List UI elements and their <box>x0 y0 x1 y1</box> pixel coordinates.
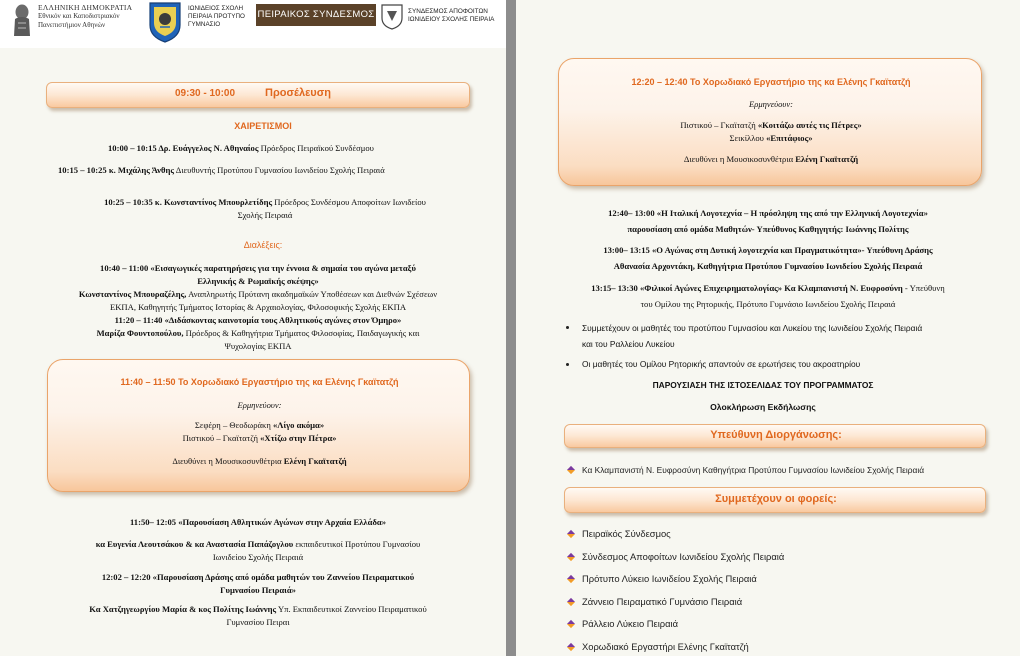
participant-item <box>564 572 1010 595</box>
participants-box <box>564 487 986 513</box>
uoa-emblem-icon <box>10 3 34 37</box>
note-2 <box>570 358 860 371</box>
participant-item <box>564 595 1010 618</box>
school-line-1: ΙΩΝΙΔΕΙΟΣ ΣΧΟΛΗ <box>188 5 244 12</box>
lecture-2-title: 11:20 – 11:40 «Διδάσκοντας καινοτομία τους Αθλητικούς αγώνες στον Όμηρο» <box>114 315 402 325</box>
choir-box-right <box>558 58 982 186</box>
choir-performers-left: Ερμηνεύουν: <box>237 400 282 410</box>
presentation-1-names: κα Ευγενία Λεουτσάκου & κα Αναστασία Παπάζογλου <box>95 539 294 549</box>
activity-2-line-2: Αθανασία Αρχοντάκη, Καθηγήτρια Προτύπου Γυμνασίου Ιωνιδείου Σχολής Πειραιά <box>613 261 923 271</box>
organizer-item <box>564 463 1010 486</box>
choir-director-right-label: Διευθύνει η Μουσικοσυνθέτρια <box>683 154 796 164</box>
note-1 <box>570 320 922 352</box>
greeting-1-role: Πρόεδρος Πειραϊκού Συνδέσμου <box>258 143 374 153</box>
greeting-2-role: Διευθυντής Προτύπου Γυμνασίου Ιωνιδείου Σχολής Πειραιά <box>174 165 385 175</box>
alumni-line-1: ΣΥΝΔΕΣΜΟΣ ΑΠΟΦΟΙΤΩΝ <box>408 8 488 15</box>
logo-header <box>0 0 506 48</box>
lectures-title: Διαλέξεις: <box>243 240 283 250</box>
greeting-1 <box>108 142 374 155</box>
bullet-diamond-icon <box>567 575 575 583</box>
activity-1 <box>536 207 1000 236</box>
activity-1-line-1: 12:40– 13:00 «Η Ιταλική Λογοτεχνία – Η πρόσληψη της από την Ελληνική Λογοτεχνία» <box>608 208 928 218</box>
greeting-3-role: Πρόεδρος Συνδέσμου Αποφοίτων Ιωνιδείου <box>272 197 426 207</box>
lecture-1 <box>20 262 496 314</box>
presentation-1-line-3: Ιωνιδείου Σχολής Πειραιά <box>212 552 304 562</box>
lecture-1-speaker-role: Αναπληρωτής Πρύτανη ακαδημαϊκών Υποθέσεων και Διεθνών Σχέσεων <box>186 289 438 299</box>
organizer-list <box>564 463 1010 486</box>
presentation-1-title: 11:50– 12:05 «Παρουσίαση Αθλητικών Αγώνων στην Αρχαία Ελλάδα» <box>129 517 386 527</box>
participants-list <box>564 527 1010 656</box>
lecture-1-line-4: ΕΚΠΑ, Καθηγητής Τμήματος Ιστορίας & Αρχαιολογίας, Φιλοσοφικής Σχολής ΕΚΠΑ <box>109 302 407 312</box>
alumni-title <box>408 8 494 24</box>
bullet-diamond-icon <box>567 553 575 561</box>
presentation-2-title-line-1: 12:02 – 12:20 «Παρουσίαση Δράσης από ομάδα μαθητών του Ζαννείου Πειραματικού <box>101 572 415 582</box>
choir-director-right-name: Ελένη Γκαϊτατζή <box>795 154 859 164</box>
choir-director-left-label: Διευθύνει η Μουσικοσυνθέτρια <box>172 456 284 466</box>
activity-3-line-2: του Ομίλου της Ρητορικής, Πρότυπο Γυμνάσιο Ιωνιδείου Σχολής Πειραιά <box>640 299 896 309</box>
choir-song-2-right-authors: Σεικίλλου <box>729 133 767 143</box>
presentation-1-speakers <box>20 538 496 564</box>
lecture-1-speaker: Κωνσταντίνος Μπουραζέλης, <box>78 289 187 299</box>
choir-box-left <box>47 359 470 492</box>
website-presentation: ΠΑΡΟΥΣΙΑΣΗ ΤΗΣ ΙΣΤΟΣΕΛΙΔΑΣ ΤΟΥ ΠΡΟΓΡΑΜΜΑΤΟΣ <box>652 380 874 390</box>
presentation-2-title <box>20 571 496 597</box>
choir-song-1-left-title: «Λίγο ακόμα» <box>272 420 325 430</box>
choir-song-2-left-title: «Χτίζω στην Πέτρα» <box>260 433 337 443</box>
bullet-diamond-icon <box>567 643 575 651</box>
alumni-crest-icon <box>381 4 403 30</box>
choir-song-2-right <box>559 132 983 145</box>
alumni-line-2: ΙΩΝΙΔΕΙΟΥ ΣΧΟΛΗΣ ΠΕΙΡΑΙΑ <box>408 16 495 23</box>
arrival-label: Προσέλευση <box>265 87 331 99</box>
lecture-1-title-line-2: Ελληνικής & Ρωμαϊκής σκέψης» <box>197 276 319 286</box>
uoa-line-3: Πανεπιστήμιον Αθηνών <box>38 20 106 29</box>
choir-song-2-left <box>48 432 471 445</box>
right-page <box>516 0 1020 656</box>
lecture-2-speaker-role: Πρόεδρος & Καθηγήτρια Τμήματος Φιλοσοφίας, Παιδαγωγικής και <box>183 328 420 338</box>
note-1-line-1: Συμμετέχουν οι μαθητές του προτύπου Γυμνασίου και Λυκείου της Ιωνιδείου Σχολής Πειραιά <box>582 323 923 333</box>
participant-name: Σύνδεσμος Αποφοίτων Ιωνιδείου Σχολής Πειραιά <box>582 550 785 562</box>
activity-3-role: - Υπεύθυνη <box>902 283 945 293</box>
greeting-3-line-2: Σχολής Πειραιά <box>237 210 293 220</box>
school-shield-icon <box>148 1 182 43</box>
lecture-2 <box>20 314 496 353</box>
participant-item <box>564 617 1010 640</box>
participant-item <box>564 527 1010 550</box>
bullet-diamond-icon <box>567 620 575 628</box>
presentation-2-role: Υπ. Εκπαιδευτικοί Ζαννείου Πειραματικού <box>276 604 427 614</box>
choir-director-left <box>48 455 471 468</box>
bullet-dot-icon <box>566 363 569 366</box>
bullet-dot-icon <box>566 326 569 329</box>
uoa-line-2: Εθνικόν και Καποδιστριακόν <box>38 12 120 21</box>
choir-song-1-left <box>48 419 471 432</box>
participants-title: Συμμετέχουν οι φορείς: <box>715 493 837 505</box>
choir-song-1-right <box>559 119 983 132</box>
choir-song-1-right-authors: Πιστικού – Γκαϊτατζή <box>680 120 758 130</box>
choir-song-2-left-authors: Πιστικού – Γκαϊτατζή <box>182 433 261 443</box>
activity-3-title: 13:15– 13:30 «Φιλικοί Αγώνες Επιχειρηματολογίας» Κα Κλαμπανιστή Ν. Ευφροσύνη <box>591 283 903 293</box>
organizer-box <box>564 424 986 448</box>
school-line-3: ΓΥΜΝΑΣΙΟ <box>188 21 221 28</box>
participant-item <box>564 550 1010 573</box>
left-page <box>0 0 506 656</box>
bullet-diamond-icon <box>567 530 575 538</box>
greeting-1-time-speaker: 10:00 – 10:15 Δρ. Ευάγγελος Ν. Αθηναίος <box>108 143 259 153</box>
participant-name: Ράλλειο Λύκειο Πειραιά <box>582 618 679 630</box>
activity-2-line-1: 13:00– 13:15 «Ο Αγώνας στη Δυτική λογοτεχνία και Πραγματικότητα»- Υπεύθυνη Δράσης <box>603 245 933 255</box>
note-1-line-2: και του Ραλλείου Λυκείου <box>582 339 675 349</box>
choir-song-2-right-title: «Επιτάφιος» <box>766 133 813 143</box>
choir-song-1-left-authors: Σεφέρη – Θεοδωράκη <box>194 420 273 430</box>
greetings-title: ΧΑΙΡΕΤΙΣΜΟΙ <box>234 121 292 131</box>
presentation-2-title-line-2: Γυμνασίου Πειραιά» <box>220 585 296 595</box>
activity-3 <box>536 282 1000 311</box>
uoa-line-1: ΕΛΛΗΝΙΚΗ ΔΗΜΟΚΡΑΤΙΑ <box>38 3 133 12</box>
lecture-1-title-line-1: 10:40 – 11:00 «Εισαγωγικές παρατηρήσεις για την έννοια & σημαία του αγώνα μεταξύ <box>100 263 416 273</box>
presentation-1-role: εκπαιδευτικοί Προτύπου Γυμνασίου <box>293 539 421 549</box>
choir-director-right <box>559 153 983 166</box>
uoa-title <box>38 4 132 29</box>
choir-title-right: 12:20 – 12:40 Το Χορωδιακό Εργαστήριο της κα Ελένης Γκαϊτατζή <box>631 77 911 87</box>
presentation-2-names: Κα Χατζηγεωργίου Μαρία & κος Πολίτης Ιωάννης <box>89 604 277 614</box>
activity-2 <box>536 244 1000 273</box>
choir-performers-right: Ερμηνεύουν: <box>748 99 793 109</box>
bullet-diamond-icon <box>567 466 575 474</box>
participant-name: Πρότυπο Λύκειο Ιωνιδείου Σχολής Πειραιά <box>582 573 757 585</box>
organizer-name: Κα Κλαμπανιστή Ν. Ευφροσύνη Καθηγήτρια Προτύπου Γυμνασίου Ιωνιδείου Σχολής Πειραιά <box>582 465 925 475</box>
school-line-2: ΠΕΙΡΑΙΑ ΠΡΟΤΥΠΟ <box>188 13 245 20</box>
participant-name: Ζάννειο Πειραματικό Γυμνάσιο Πειραιά <box>582 595 743 607</box>
lecture-2-line-3: Ψυχολογίας ΕΚΠΑ <box>224 341 292 351</box>
closing-line: Ολοκλήρωση Εκδήλωσης <box>710 402 816 412</box>
greeting-2-time-speaker: 10:15 – 10:25 κ. Μιχάλης Άνθης <box>58 165 175 175</box>
bullet-diamond-icon <box>567 598 575 606</box>
participant-name: Χορωδιακό Εργαστήρι Ελένης Γκαϊτατζή <box>582 640 749 652</box>
piraeus-union-badge: ΠΕΙΡΑΙΚΟΣ ΣΥΝΔΕΣΜΟΣ <box>256 4 376 26</box>
presentation-2-speakers <box>20 603 496 629</box>
presentation-2-line-4: Γυμνασίου Πειραι <box>226 617 290 627</box>
lecture-2-speaker: Μαρίζα Φουντοπούλου, <box>96 328 184 338</box>
organizer-title: Υπεύθυνη Διοργάνωσης: <box>710 429 842 441</box>
participant-item <box>564 640 1010 656</box>
choir-director-left-name: Ελένη Γκαϊτατζή <box>283 456 347 466</box>
choir-title-left: 11:40 – 11:50 Το Χορωδιακό Εργαστήριο της κα Ελένης Γκαϊτατζή <box>120 377 399 387</box>
greeting-3-time-speaker: 10:25 – 10:35 κ. Κωνσταντίνος Μπουρλετίδης <box>104 197 273 207</box>
choir-song-1-right-title: «Κοιτάζω αυτές τις Πέτρες» <box>757 120 862 130</box>
arrival-time: 09:30 - 10:00 <box>175 88 236 99</box>
participant-name: Πειραϊκός Σύνδεσμος <box>582 528 671 539</box>
greeting-2 <box>58 164 385 177</box>
note-2-text: Οι μαθητές του Ομίλου Ρητορικής απαντούν σε ερωτήσεις του ακροατηρίου <box>582 359 861 369</box>
greeting-3 <box>40 196 490 222</box>
arrival-box <box>46 82 470 108</box>
school-title <box>188 5 245 29</box>
activity-1-line-2: παρουσίαση από ομάδα Μαθητών- Υπεύθυνος Καθηγητής: Ιωάννης Πολίτης <box>627 224 909 234</box>
